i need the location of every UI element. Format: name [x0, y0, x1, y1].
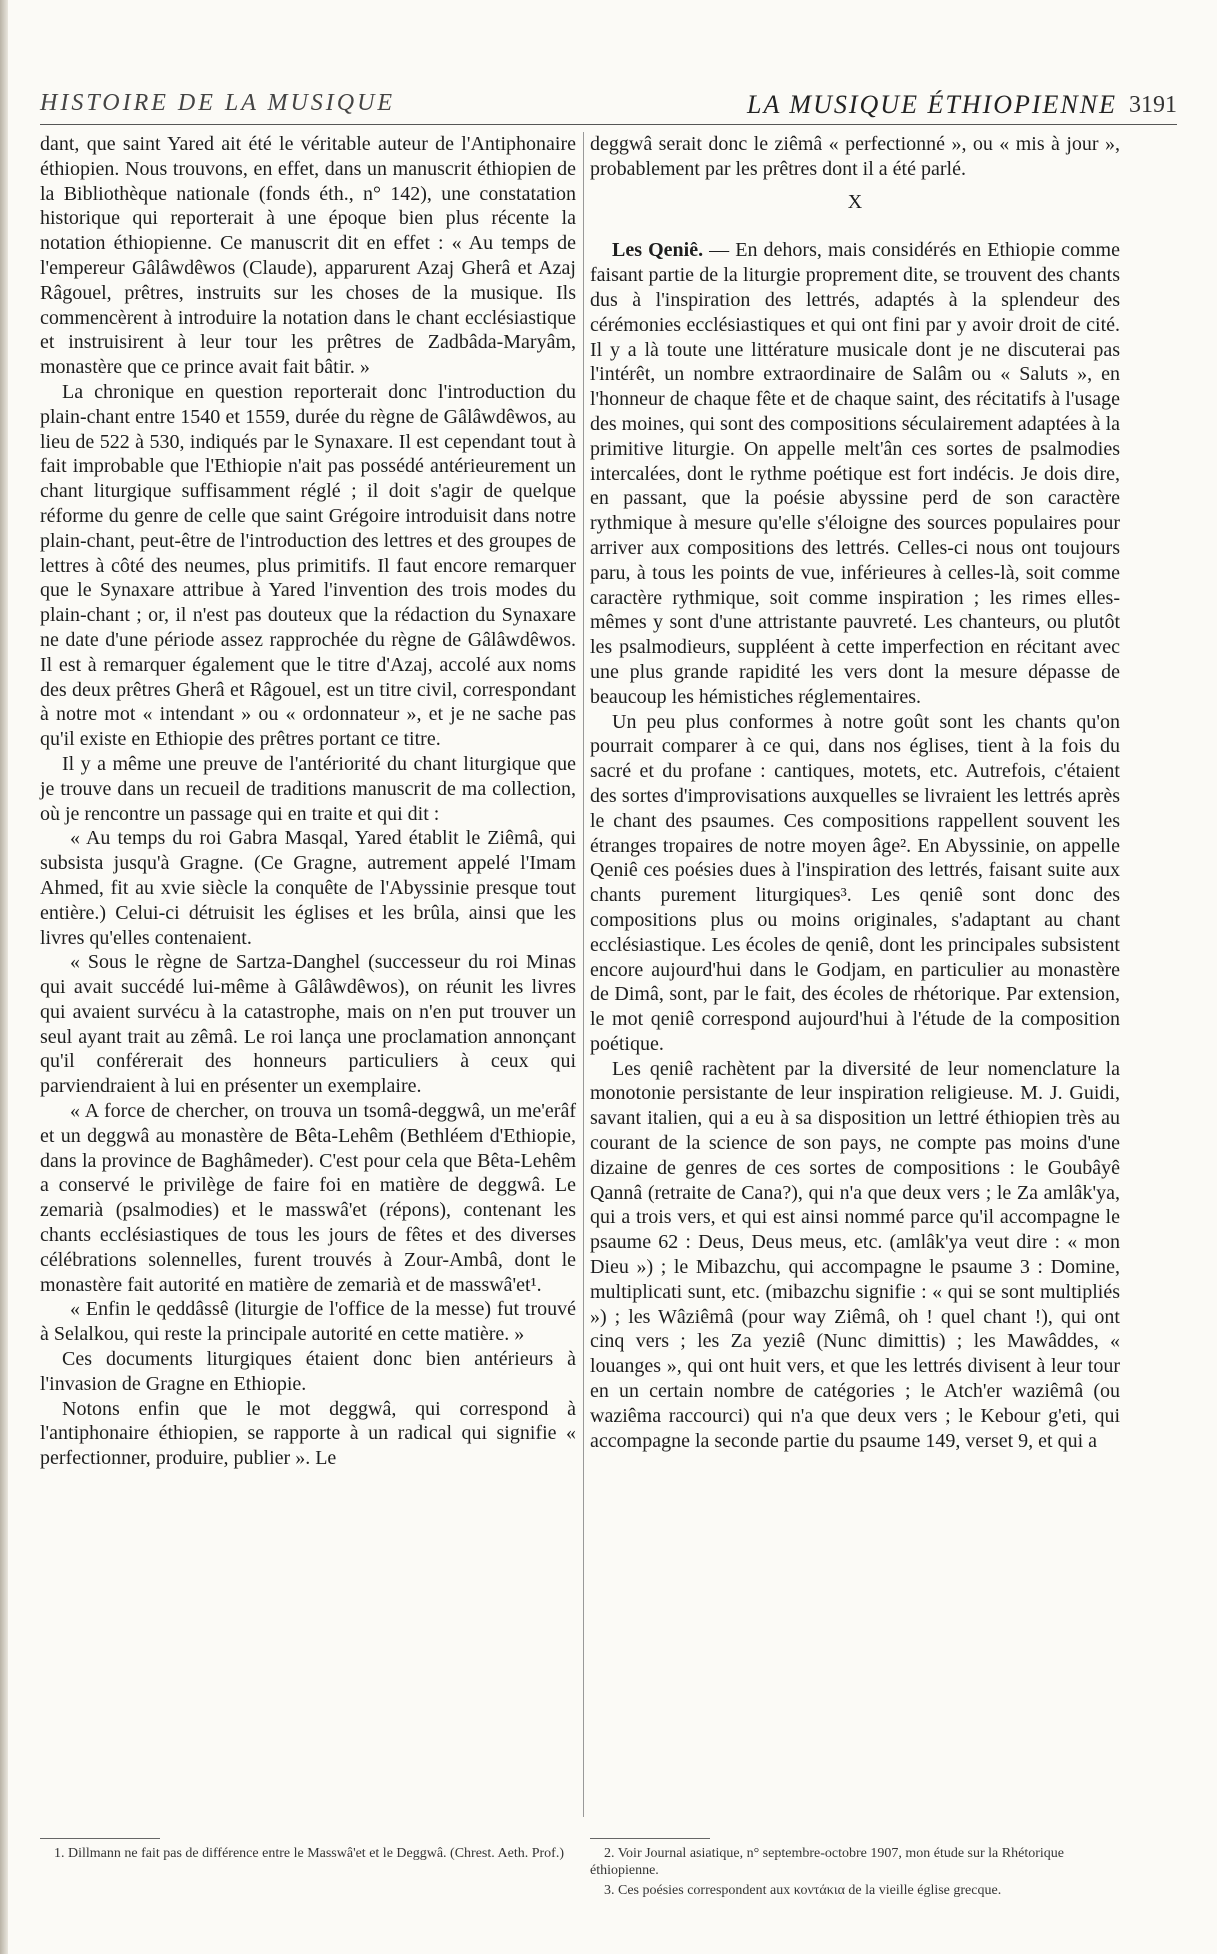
quote-paragraph: « Au temps du roi Gabra Masqal, Yared établit le Ziêmâ, qui subsista jusqu'à Gragne. (Ce Gragne, autrement appelé l'Imam Ahmed, fit au xvie siècle la conquête de l'Abyssinie presque tout entière.) Celui-ci détruisit les églises et les brûla, ainsi que les livres qu'elles contenaient.	[40, 827, 576, 949]
page-binding-edge	[0, 0, 8, 1954]
footnote: 3. Ces poésies correspondent aux κοντάκια de la vieille église grecque.	[604, 1883, 1002, 1898]
footnotes-right	[590, 1838, 1120, 1902]
run-in-heading: Les Qeniê.	[612, 239, 704, 262]
paragraph-text: — En dehors, mais considérés en Ethiopie comme faisant partie de la liturgie proprement dite, se trouvent des chants dus à l'inspiration des lettrés, adaptés à la splendeur des cérémonies ecclésiastiques et qui ont fini par y avoir droit de cité. Il y a là toute une littérature musicale dont je ne discuterai pas l'intérêt, un nombre extraordinaire de Salâm ou « Saluts », en l'honneur de chaque fête et de chaque saint, des récitatifs à l'usage des moines, qui sont des compositions séculairement adaptées à la primitive liturgie. On appelle melt'ân ces sortes de psalmodies intercalées, dont le rythme poétique est fort indécis. Je dois dire, en passant, que la poésie abyssine perd de son caractère rythmique à mesure qu'elle s'éloigne des sources populaires pour arriver aux compositions des lettrés. Celles-ci nous ont toujours paru, à tous les points de vue, inférieures à celles-là, soit comme caractère rythmique, soit comme inspiration ; les rimes elles-mêmes y sont d'une attristante pauvreté. Les chanteurs, ou plutôt les psalmodieurs, suppléent à cette imperfection en récitant avec une plus grande rapidité les vers dont la mesure dépasse de beaucoup les hémistiches réglementaires.	[590, 239, 1120, 708]
section-number: X	[847, 190, 863, 213]
quote-paragraph: « Enfin le qeddâssê (liturgie de l'office de la messe) fut trouvé à Selalkou, qui reste la principale autorité en cette matière. »	[40, 1298, 576, 1346]
paragraph: dant, que saint Yared ait été le véritable auteur de l'Antiphonaire éthiopien. Nous trouvons, en effet, dans un manuscrit éthiopien de la Bibliothèque nationale (fonds éth., n° 142), une constatation historique qui reporterait à une époque bien plus récente la notation éthiopienne. Ce manuscrit dit en effet : « Au temps de l'empereur Gâlâwdêwos (Claude), apparurent Azaj Gherâ et Azaj Râgouel, prêtres, instruits sur les choses de la musique. Ils commencèrent à introduire la notation dans le chant ecclésiastique et instruisirent à leur tour les prêtres de Zadbâda-Maryâm, monastère que ce prince avait fait bâtir. »	[40, 133, 576, 379]
paragraph: Un peu plus conformes à notre goût sont les chants qu'on pourrait comparer à ce qui, dans nos églises, tient à la fois du sacré et du profane : cantiques, motets, etc. Autrefois, c'étaient des sortes d'improvisations auxquelles se livraient les lettrés après le chant des psaumes. Ces compositions rappellent souvent les étranges tropaires de notre moyen âge². En Abyssinie, on appelle Qeniê ces poésies dues à l'inspiration des lettrés, faisant suite aux chants purement liturgiques³. Les qeniê sont donc des compositions plus ou moins originales, s'adaptant au chant ecclésiastique. Les écoles de qeniê, dont les principales subsistent encore aujourd'hui dans le Godjam, en particulier au monastère de Dimâ, sont, par le fait, des écoles de rhétorique. Par extension, le mot qeniê correspond aujourd'hui à l'étude de la composition poétique.	[590, 710, 1120, 1055]
header-chapter-title: LA MUSIQUE ÉTHIOPIENNE	[747, 90, 1117, 119]
paragraph: La chronique en question reporterait donc l'introduction du plain-chant entre 1540 et 1559, durée du règne de Gâlâwdêwos, au lieu de 522 à 530, indiqués par le Synaxare. Il est cependant tout à fait improbable que l'Ethiopie n'ait pas possédé antérieurement un chant liturgique suffisamment réglé ; il doit s'agir de quelque réforme du genre de celle que saint Grégoire introduisit dans notre plain-chant, peut-être de l'introduction des lettres et des groupes de lettres à côté des neumes, plus primitifs. Il faut encore remarquer que le Synaxare attribue à Yared l'invention des trois modes du plain-chant ; or, il n'est pas douteux que la rédaction du Synaxare ne date d'une période assez rapprochée du règne de Gâlâwdêwos. Il est à remarquer également que le titre d'Azaj, accolé aux noms des deux prêtres Gherâ et Râgouel, est un titre civil, correspondant à notre mot « intendant » ou « ordonnateur », et je ne sache pas qu'il existe en Ethiopie des prêtres portant ce titre.	[40, 380, 576, 751]
paragraph: Il y a même une preuve de l'antériorité du chant liturgique que je trouve dans un recueil de traditions manuscrit de ma collection, où je rencontre un passage qui en traite et qui dit :	[40, 752, 576, 825]
paragraph: Les qeniê rachètent par la diversité de leur nomenclature la monotonie persistante de leur inspiration religieuse. M. J. Guidi, savant italien, qui a eu à sa disposition un lettré éthiopien très au courant de la science de son pays, ne compte pas moins d'une dizaine de genres de ces sortes de compositions : le Goubâyê Qannâ (retraite de Cana?), qui n'a que deux vers ; le Za amlâk'ya, qui a trois vers, et qui est ainsi nommé parce qu'il accompagne le psaume 62 : Deus, Deus meus, etc. (amlâk'ya veut dire : « mon Dieu ») ; le Mibazchu, qui accompagne le psaume 3 : Domine, multiplicati sunt, etc. (mibazchu signifie : « qui se sont multipliés ») ; les Wâziêmâ (pour way Ziêmâ, oh ! quel chant !), qui ont cinq vers ; les Za yeziê (Nunc dimittis) ; les Mawâddes, « louanges », qui ont huit vers, et que les lettrés divisent à leur tour en un certain nombre de catégories ; le Atch'er waziêmâ (ou waziêma raccourci) qui n'a que deux vers ; le Kebour g'eti, qui accompagne la seconde partie du psaume 149, verset 9, et qui a	[590, 1057, 1120, 1452]
footnote-rule	[40, 1838, 160, 1839]
footnote-rule	[590, 1838, 710, 1839]
paragraph: Ces documents liturgiques étaient donc bien antérieurs à l'invasion de Gragne en Ethiopie.	[40, 1348, 576, 1395]
paragraph	[590, 238, 1120, 709]
footnote: 2. Voir Journal asiatique, n° septembre-octobre 1907, mon étude sur la Rhétorique éthiopienne.	[590, 1846, 1064, 1878]
paragraph: Notons enfin que le mot deggwâ, qui correspond à l'antiphonaire éthiopien, se rapporte à un radical qui signifie « perfectionner, produire, publier ». Le	[40, 1397, 576, 1470]
right-column	[590, 132, 1120, 1453]
left-column	[40, 132, 576, 1471]
header-book-title: HISTOIRE DE LA MUSIQUE	[40, 90, 396, 116]
column-divider	[583, 132, 584, 1817]
paragraph: deggwâ serait donc le ziêmâ « perfectionné », ou « mis à jour », probablement par les prêtres dont il a été parlé.	[590, 133, 1120, 180]
footnotes-left	[40, 1838, 576, 1865]
quote-paragraph: « Sous le règne de Sartza-Danghel (successeur du roi Minas qui avait succédé lui-même à Gâlâwdêwos), on réunit les livres qui avaient survécu à la catastrophe, mais on n'en put trouver un seul ayant trait au zêmâ. Le roi lança une proclamation annonçant qu'il conférerait des honneurs particuliers à ceux qui parviendraient à lui en présenter un exemplaire.	[40, 951, 576, 1098]
quote-paragraph: « A force de chercher, on trouva un tsomâ-deggwâ, un me'erâf et un deggwâ au monastère de Bêta-Lehêm (Bethléem d'Ethiopie, dans la province de Baghâmeder). C'est pour cela que Bêta-Lehêm a conservé le privilège de faire foi en matière de deggwâ. Le zemarià (psalmodies) et le masswâ'et (répons), contenant les chants ecclésiastiques de tous les jours de fêtes et des diverses célébrations solennelles, furent trouvés à Zour-Ambâ, dont le monastère fait autorité en matière de zemarià et de masswâ'et¹.	[40, 1100, 576, 1296]
running-header	[40, 90, 1177, 125]
page-number: 3191	[1129, 92, 1177, 118]
footnote: 1. Dillmann ne fait pas de différence entre le Masswâ'et et le Deggwâ. (Chrest. Aeth. Prof.)	[54, 1846, 564, 1861]
